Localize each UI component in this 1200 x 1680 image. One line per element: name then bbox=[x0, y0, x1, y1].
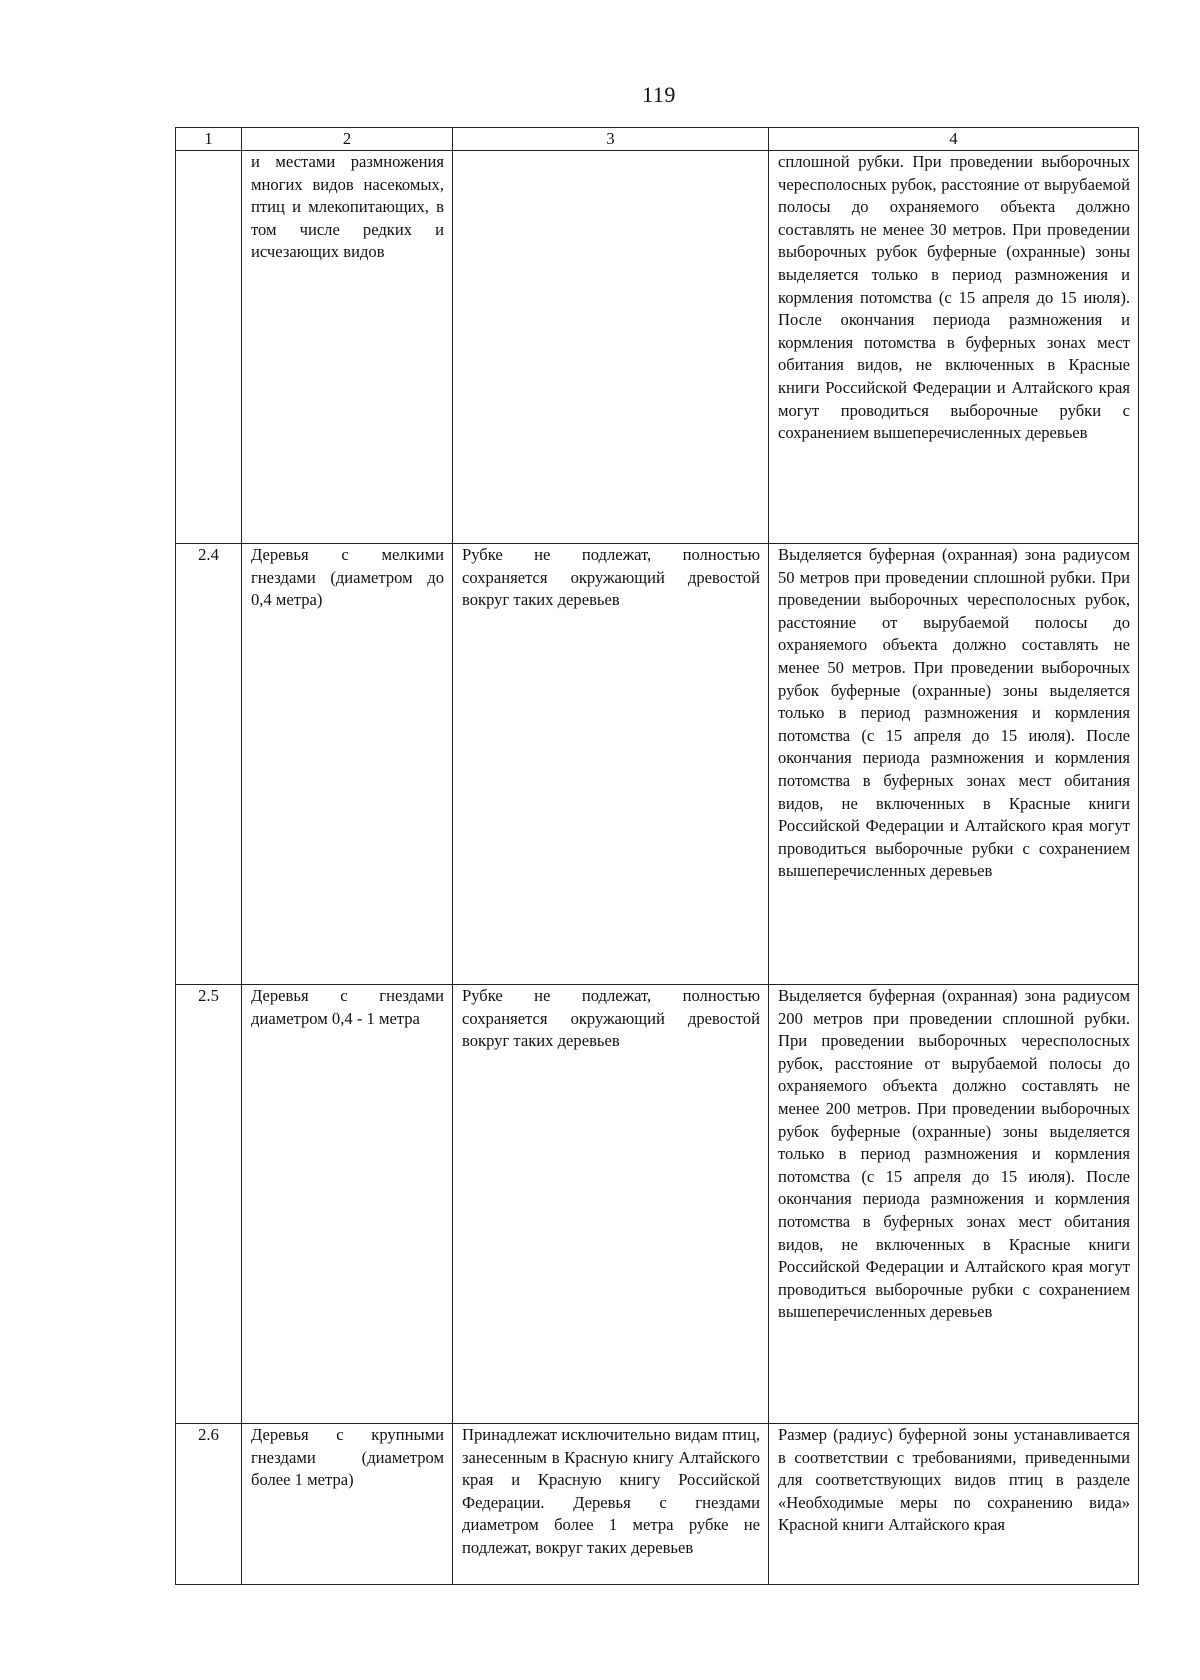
row-number: 2.5 bbox=[176, 985, 242, 1424]
felling-rule bbox=[453, 151, 769, 544]
table-row bbox=[176, 151, 1139, 544]
row-number: 2.4 bbox=[176, 544, 242, 985]
object-description bbox=[242, 151, 453, 544]
cell-text: Принадлежат исключительно видам птиц, занесенным в Красную книгу Алтайского края и Красную книгу Российской Федерации. Деревья с гнездами диаметром более 1 метра рубке не подлежат, вокруг таких деревьев bbox=[462, 1425, 760, 1557]
buffer-zone-rule bbox=[769, 151, 1139, 544]
felling-rule bbox=[453, 985, 769, 1424]
table-header-row bbox=[176, 128, 1139, 151]
cell-text: Рубке не подлежат, полностью сохраняется окружающий древостой вокруг таких деревьев bbox=[462, 986, 760, 1051]
buffer-zone-rule bbox=[769, 985, 1139, 1424]
table-row bbox=[176, 985, 1139, 1424]
cell-text: сплошной рубки. При проведении выборочных чересполосных рубок, расстояние от вырубаемой полосы до охраняемого объекта должно составлять не менее 30 метров. При проведении выборочных рубок буферные (охранные) зоны выделяется только в период размножения и кормления потомства (с 15 апреля до 15 июля). После окончания периода размножения и кормления потомства в буферных зонах мест обитания видов, не включенных в Красные книги Российской Федерации и Алтайского края могут проводиться выборочные рубки с сохранением вышеперечисленных деревьев bbox=[778, 152, 1130, 443]
object-description bbox=[242, 1424, 453, 1585]
object-description bbox=[242, 985, 453, 1424]
column-header-2: 2 bbox=[242, 128, 453, 151]
buffer-zone-rule bbox=[769, 544, 1139, 985]
column-header-1: 1 bbox=[176, 128, 242, 151]
cell-text: Деревья с крупными гнездами (диаметром более 1 метра) bbox=[251, 1425, 444, 1490]
cell-text: Рубке не подлежат, полностью сохраняется окружающий древостой вокруг таких деревьев bbox=[462, 545, 760, 610]
page-number: 119 bbox=[642, 82, 676, 107]
cell-text: Выделяется буферная (охранная) зона радиусом 200 метров при проведении сплошной рубки. При проведении выборочных чересполосных рубок, расстояние от вырубаемой полосы до охраняемого объекта должно составлять не менее 200 метров. При проведении выборочных рубок буферные (охранные) зоны выделяется только в период размножения и кормления потомства (с 15 апреля до 15 июля). После окончания периода размножения и кормления потомства в буферных зонах мест обитания видов, не включенных в Красные книги Российской Федерации и Алтайского края могут проводиться выборочные рубки с сохранением вышеперечисленных деревьев bbox=[778, 986, 1130, 1322]
buffer-zone-rule bbox=[769, 1424, 1139, 1585]
column-header-3: 3 bbox=[453, 128, 769, 151]
felling-rule bbox=[453, 544, 769, 985]
row-number bbox=[176, 151, 242, 544]
cell-text: Деревья с гнездами диаметром 0,4 - 1 метра bbox=[251, 986, 444, 1028]
cell-text: Деревья с мелкими гнездами (диаметром до 0,4 метра) bbox=[251, 545, 444, 610]
column-header-4: 4 bbox=[769, 128, 1139, 151]
cell-text: Размер (радиус) буферной зоны устанавливается в соответствии с требованиями, приведенными для соответствующих видов птиц в разделе «Необходимые меры по сохранению вида» Красной книги Алтайского края bbox=[778, 1425, 1130, 1535]
object-description bbox=[242, 544, 453, 985]
table-row bbox=[176, 544, 1139, 985]
cell-text: Выделяется буферная (охранная) зона радиусом 50 метров при проведении сплошной рубки. При проведении выборочных чересполосных рубок, расстояние от вырубаемой полосы до охраняемого объекта должно составлять не менее 50 метров. При проведении выборочных рубок буферные (охранные) зоны выделяется только в период размножения и кормления потомства (с 15 апреля до 15 июля). После окончания периода размножения и кормления потомства в буферных зонах мест обитания видов, не включенных в Красные книги Российской Федерации и Алтайского края могут проводиться выборочные рубки с сохранением вышеперечисленных деревьев bbox=[778, 545, 1130, 881]
felling-rule bbox=[453, 1424, 769, 1585]
cell-text: и местами размножения многих видов насекомых, птиц и млекопитающих, в том числе редких и исчезающих видов bbox=[251, 152, 444, 262]
table-row bbox=[176, 1424, 1139, 1585]
criteria-table bbox=[175, 127, 1139, 1585]
row-number: 2.6 bbox=[176, 1424, 242, 1585]
